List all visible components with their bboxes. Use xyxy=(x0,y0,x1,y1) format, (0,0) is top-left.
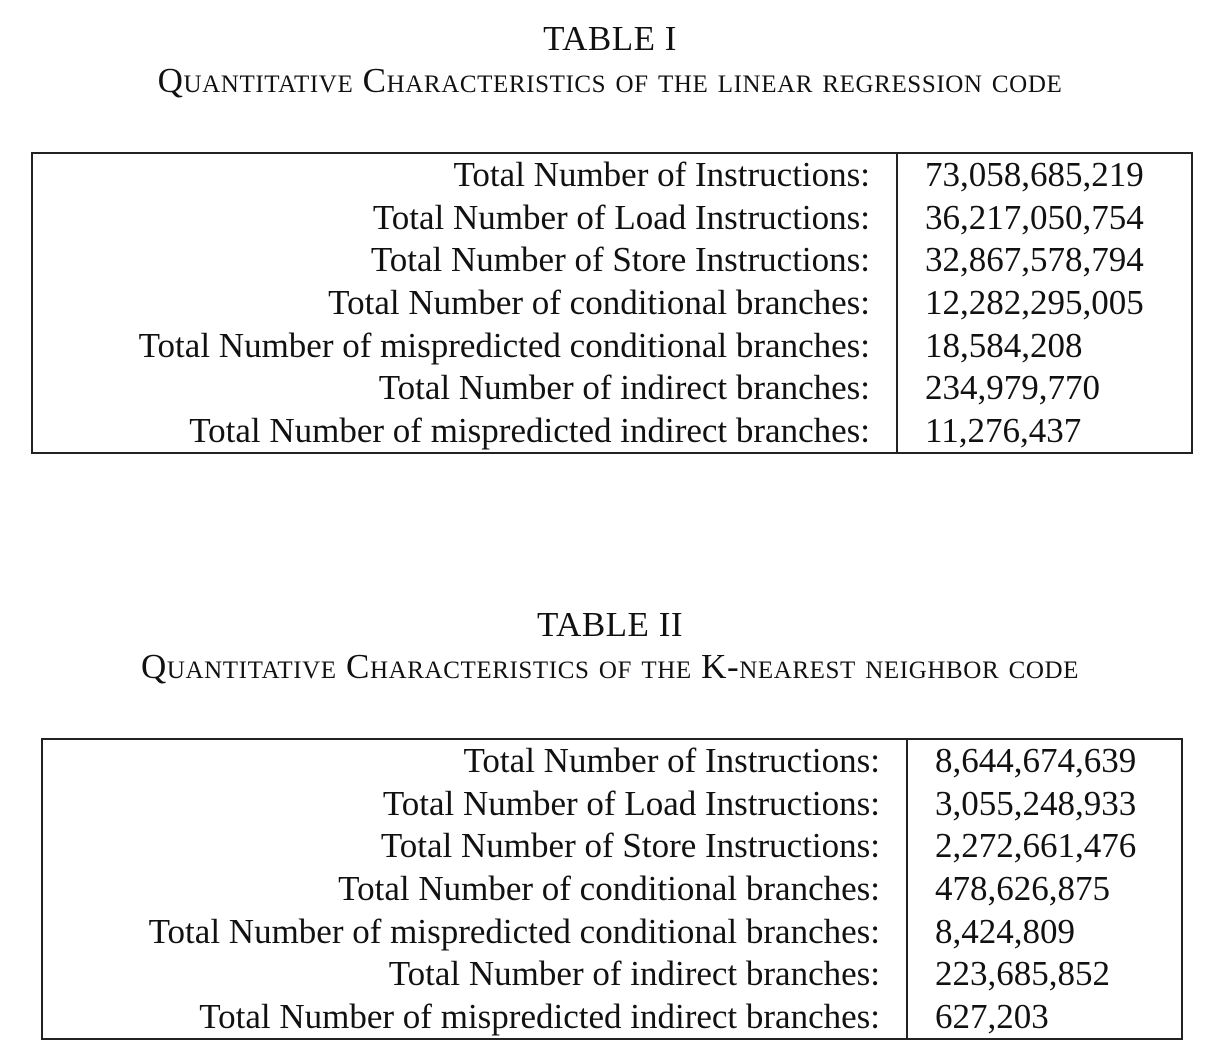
row-label: Total Number of Store Instructions: xyxy=(42,825,907,868)
row-value: 223,685,852 xyxy=(935,954,1110,994)
table-row xyxy=(42,996,1182,1040)
table-2-block xyxy=(0,604,1220,1036)
row-label: Total Number of mispredicted conditional branches: xyxy=(32,324,897,367)
table-row xyxy=(32,324,1192,367)
table-row xyxy=(32,239,1192,282)
row-value: 36,217,050,754 xyxy=(925,197,1144,237)
table-row xyxy=(42,953,1182,996)
table-row xyxy=(42,783,1182,826)
row-value: 73,058,685,219 xyxy=(925,155,1144,195)
row-value: 234,979,770 xyxy=(925,368,1100,408)
row-value: 627,203 xyxy=(935,996,1049,1036)
row-label: Total Number of indirect branches: xyxy=(42,953,907,996)
row-label: Total Number of conditional branches: xyxy=(32,282,897,325)
table-row xyxy=(32,367,1192,410)
table-row xyxy=(32,282,1192,325)
row-label: Total Number of conditional branches: xyxy=(42,868,907,911)
table-row xyxy=(32,153,1192,197)
table-1-number: TABLE I xyxy=(543,19,677,58)
table-row xyxy=(42,910,1182,953)
row-label: Total Number of Instructions: xyxy=(42,739,907,783)
table-row xyxy=(42,868,1182,911)
row-value: 18,584,208 xyxy=(925,325,1083,365)
row-label: Total Number of Load Instructions: xyxy=(42,783,907,826)
row-value: 8,644,674,639 xyxy=(935,741,1137,781)
table-row xyxy=(42,825,1182,868)
row-label: Total Number of mispredicted conditional branches: xyxy=(42,910,907,953)
row-value: 478,626,875 xyxy=(935,869,1110,909)
row-label: Total Number of mispredicted indirect branches: xyxy=(32,410,897,454)
table-2 xyxy=(41,738,1183,1040)
row-value: 11,276,437 xyxy=(925,410,1082,450)
table-2-caption: Quantitative Characteristics of the K-nearest neighbor code xyxy=(140,647,1080,686)
table-row xyxy=(32,197,1192,240)
row-value: 2,272,661,476 xyxy=(935,826,1137,866)
table-1 xyxy=(31,152,1193,454)
table-row xyxy=(42,739,1182,783)
row-label: Total Number of Load Instructions: xyxy=(32,197,897,240)
row-label: Total Number of mispredicted indirect branches: xyxy=(42,996,907,1040)
row-value: 8,424,809 xyxy=(935,911,1075,951)
table-1-caption: Quantitative Characteristics of the linear regression code xyxy=(157,61,1063,100)
row-value: 12,282,295,005 xyxy=(925,283,1144,323)
row-value: 3,055,248,933 xyxy=(935,783,1137,823)
table-2-number: TABLE II xyxy=(536,605,684,644)
row-label: Total Number of Instructions: xyxy=(32,153,897,197)
row-label: Total Number of Store Instructions: xyxy=(32,239,897,282)
table-1-block xyxy=(0,18,1220,450)
row-value: 32,867,578,794 xyxy=(925,240,1144,280)
table-row xyxy=(32,410,1192,454)
row-label: Total Number of indirect branches: xyxy=(32,367,897,410)
